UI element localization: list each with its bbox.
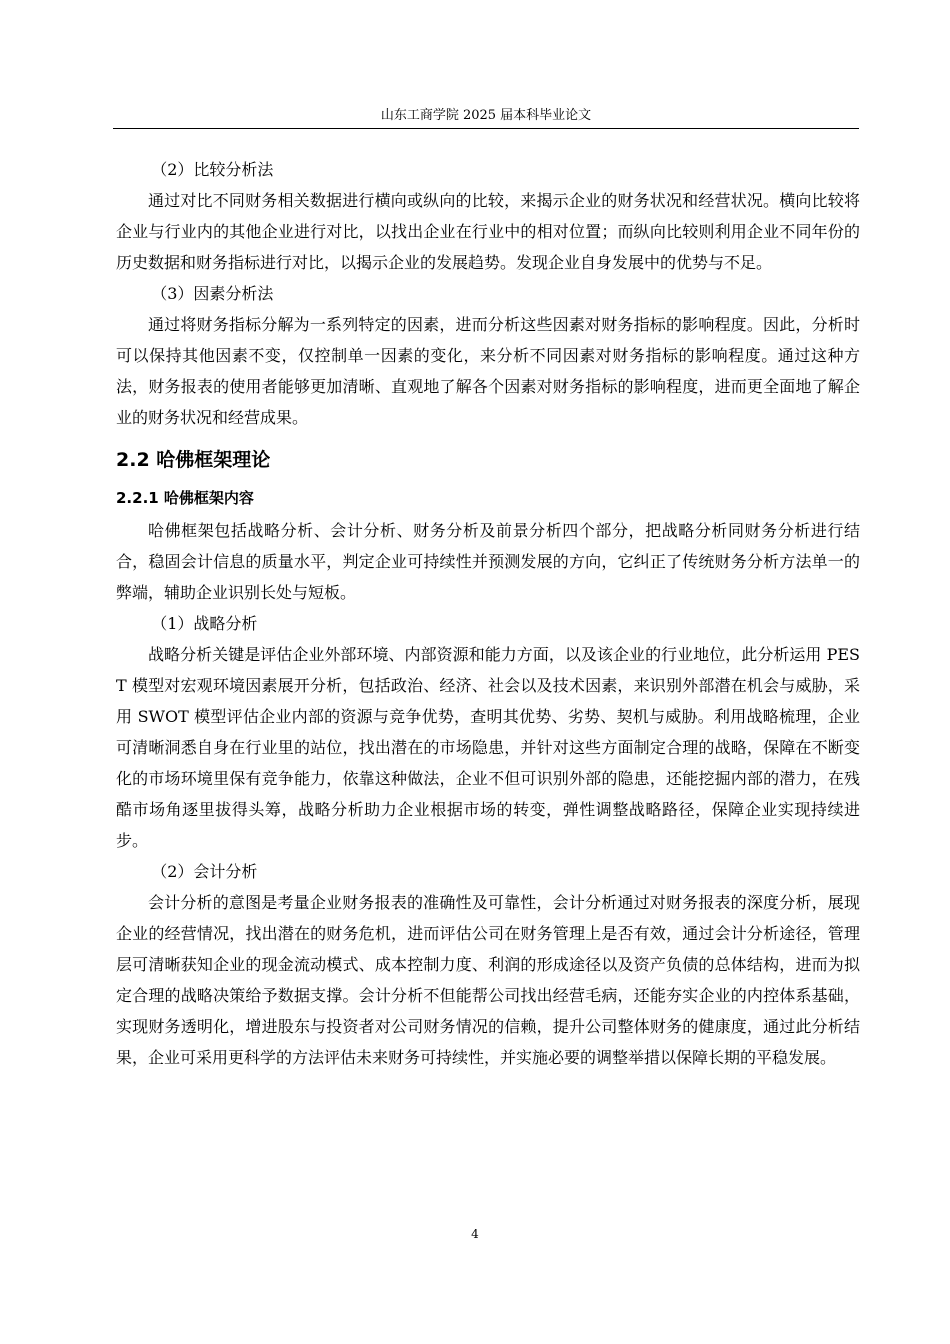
header-rule — [113, 128, 859, 129]
page-number: 4 — [471, 1227, 479, 1241]
section-heading-2-2: 2.2 哈佛框架理论 — [116, 449, 271, 471]
subheading-strategy-analysis: （1）战略分析 — [151, 614, 258, 633]
paragraph-accounting-analysis: 会计分析的意图是考量企业财务报表的准确性及可靠性，会计分析通过对财务报表的深度分析，展现企业的经营情况，找出潜在的财务危机，进而评估公司在财务管理上是否有效，通过会计分析途径，管理层可清晰获知企业的现金流动模式、成本控制力度、利润的形成途径以及资产负债的总体结构，进而为拟定合理的战略决策给予数据支撑。会计分析不但能帮公司找出经营毛病，还能夯实企业的内控体系基础，实现财务透明化，增进股东与投资者对公司财务情况的信赖，提升公司整体财务的健康度，通过此分析结果，企业可采用更科学的方法评估未来财务可持续性，并实施必要的调整举措以保障长期的平稳发展。 — [116, 893, 860, 1067]
subheading-accounting-analysis: （2）会计分析 — [151, 862, 258, 881]
paragraph-harvard-framework: 哈佛框架包括战略分析、会计分析、财务分析及前景分析四个部分，把战略分析同财务分析进行结合，稳固会计信息的质量水平，判定企业可持续性并预测发展的方向，它纠正了传统财务分析方法单一的弊端，辅助企业识别长处与短板。 — [116, 521, 860, 602]
paragraph-strategy-analysis: 战略分析关键是评估企业外部环境、内部资源和能力方面，以及该企业的行业地位，此分析运用 PEST 模型对宏观环境因素展开分析，包括政治、经济、社会以及技术因素，来识别外部潜在机会与威胁，采用 SWOT 模型评估企业内部的资源与竞争优势，查明其优势、劣势、契机与威胁。利用战略梳理，企业可清晰洞悉自身在行业里的站位，找出潜在的市场隐患，并针对这些方面制定合理的战略，保障在不断变化的市场环境里保有竞争能力，依靠这种做法，企业不但可识别外部的隐患，还能挖掘内部的潜力，在残酷市场角逐里拔得头筹，战略分析助力企业根据市场的转变，弹性调整战略路径，保障企业实现持续进步。 — [116, 645, 860, 850]
subheading-factor-analysis: （3）因素分析法 — [151, 284, 274, 303]
paragraph-factor-analysis: 通过将财务指标分解为一系列特定的因素，进而分析这些因素对财务指标的影响程度。因此，分析时可以保持其他因素不变，仅控制单一因素的变化，来分析不同因素对财务指标的影响程度。通过这种方法，财务报表的使用者能够更加清晰、直观地了解各个因素对财务指标的影响程度，进而更全面地了解企业的财务状况和经营成果。 — [116, 315, 860, 427]
paragraph-comparative-analysis: 通过对比不同财务相关数据进行横向或纵向的比较，来揭示企业的财务状况和经营状况。横向比较将企业与行业内的其他企业进行对比，以找出企业在行业中的相对位置；而纵向比较则利用企业不同年份的历史数据和财务指标进行对比，以揭示企业的发展趋势。发现企业自身发展中的优势与不足。 — [116, 191, 860, 272]
subheading-comparative-analysis: （2）比较分析法 — [151, 160, 274, 179]
running-header: 山东工商学院 2025 届本科毕业论文 — [380, 108, 592, 123]
page-body — [116, 154, 860, 1073]
section-heading-2-2-1: 2.2.1 哈佛框架内容 — [116, 489, 254, 507]
